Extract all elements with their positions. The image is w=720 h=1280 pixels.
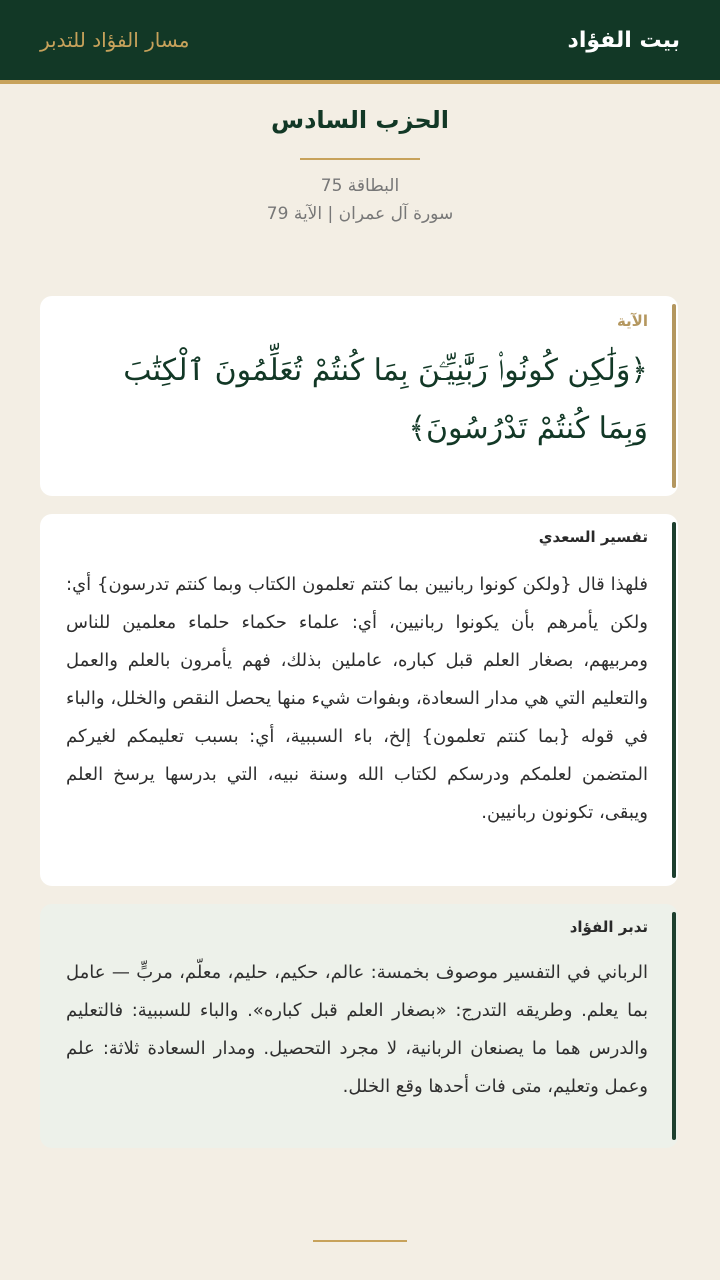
app-header: [0, 0, 720, 84]
ayah-card: [40, 296, 678, 496]
tafsir-label: تفسير السعدي: [538, 528, 648, 546]
tafsir-text: فلهذا قال {ولكن كونوا ربانيين بما كنتم تعلمون الكتاب وبما كنتم تدرسون} أي: ولكن يأمرهم بأن يكونوا ربانيين، أي: علماء حكماء حلماء معلمين للناس ومربيهم، بصغار العلم قبل كباره، عاملين بذلك، فهم يأمرون بالعلم والعمل والتعليم التي هي مدار السعادة، وبفوات شيء منها يحصل النقص والخلل، والباء في قوله {بما كنتم تعلمون} إلخ، باء السببية، أي: بسبب تعليمكم لغيركم المتضمن لعلمكم ودرسكم لكتاب الله وسنة نبيه، التي بدرسها يرسخ العلم ويبقى، تكونون ربانيين.: [66, 574, 648, 823]
brand-title[interactable]: بيت الفؤاد: [567, 27, 680, 53]
title-divider: [300, 158, 420, 160]
tadabbur-label: تدبر الفؤاد: [569, 918, 648, 936]
surah-reference: سورة آل عمران | الآية 79: [266, 204, 454, 224]
tafsir-card: [40, 514, 678, 886]
tadabbur-card: [40, 904, 678, 1148]
ayah-text: ﴿وَلَٰكِن كُونُوا۟ رَبَّٰنِيِّـۧنَ بِمَا كُنتُمْ تُعَلِّمُونَ ٱلْكِتَٰبَ وَبِمَا كُنتُمْ تَدْرُسُونَ﴾: [123, 353, 648, 446]
hizb-title: الحزب السادس: [270, 106, 450, 134]
card-title-block: [0, 84, 720, 228]
footer-divider: [313, 1240, 407, 1242]
ayah-label: الآية: [616, 312, 648, 330]
brand-tagline: مسار الفؤاد للتدبر: [40, 28, 190, 52]
tadabbur-text: الرباني في التفسير موصوف بخمسة: عالم، حكيم، حليم، معلّم، مربٍّ — عامل بما يعلم. وطريقه التدرج: «بصغار العلم قبل كباره». والباء للسببية: فالتعليم والدرس هما ما يصنعان الربانية، لا مجرد التحصيل. ومدار السعادة ثلاثة: علم وعمل وتعليم، متى فات أحدها وقع الخلل.: [66, 962, 648, 1097]
card-number: البطاقة 75: [320, 176, 400, 196]
